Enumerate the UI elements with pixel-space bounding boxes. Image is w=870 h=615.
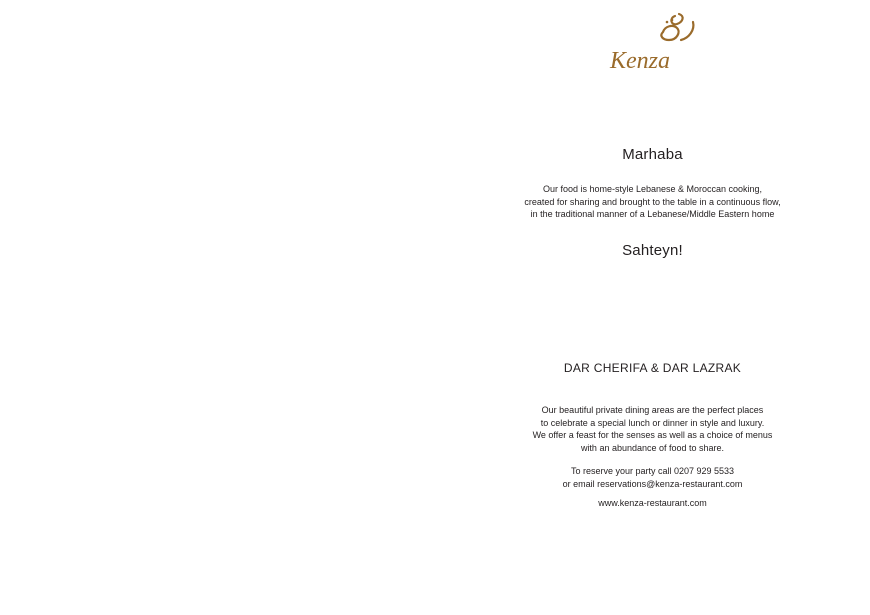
private-dining-line: with an abundance of food to share. <box>580 442 725 453</box>
intro-description <box>435 183 870 221</box>
menu-right-page <box>435 0 870 615</box>
private-dining-description <box>435 404 870 454</box>
kenza-logo-graphic <box>605 10 705 80</box>
website-block <box>435 497 870 510</box>
logo-wordmark: Kenza <box>610 48 670 74</box>
reserve-email-line: or email reservations@kenza-restaurant.com <box>562 478 743 489</box>
reservation-info <box>435 465 870 490</box>
private-dining-title-block <box>435 361 870 375</box>
closing-section <box>435 242 870 259</box>
private-dining-line: We offer a feast for the senses as well as a choice of menus <box>532 430 773 440</box>
closing-heading: Sahteyn! <box>622 242 683 259</box>
private-dining-line: Our beautiful private dining areas are the perfect places <box>541 405 764 415</box>
kenza-logo <box>605 10 705 80</box>
private-dining-line: to celebrate a special lunch or dinner in style and luxury. <box>540 417 765 428</box>
intro-line: Our food is home-style Lebanese & Moroccan cooking, <box>542 184 763 194</box>
greeting-heading: Marhaba <box>622 146 683 163</box>
reserve-phone-line: To reserve your party call 0207 929 5533 <box>570 466 735 476</box>
website-link[interactable]: www.kenza-restaurant.com <box>598 498 707 508</box>
intro-line: created for sharing and brought to the table in a continuous flow, <box>524 196 781 207</box>
intro-section <box>435 146 870 163</box>
private-dining-title: DAR CHERIFA & DAR LAZRAK <box>563 361 742 375</box>
intro-line: in the traditional manner of a Lebanese/Middle Eastern home <box>530 209 775 219</box>
